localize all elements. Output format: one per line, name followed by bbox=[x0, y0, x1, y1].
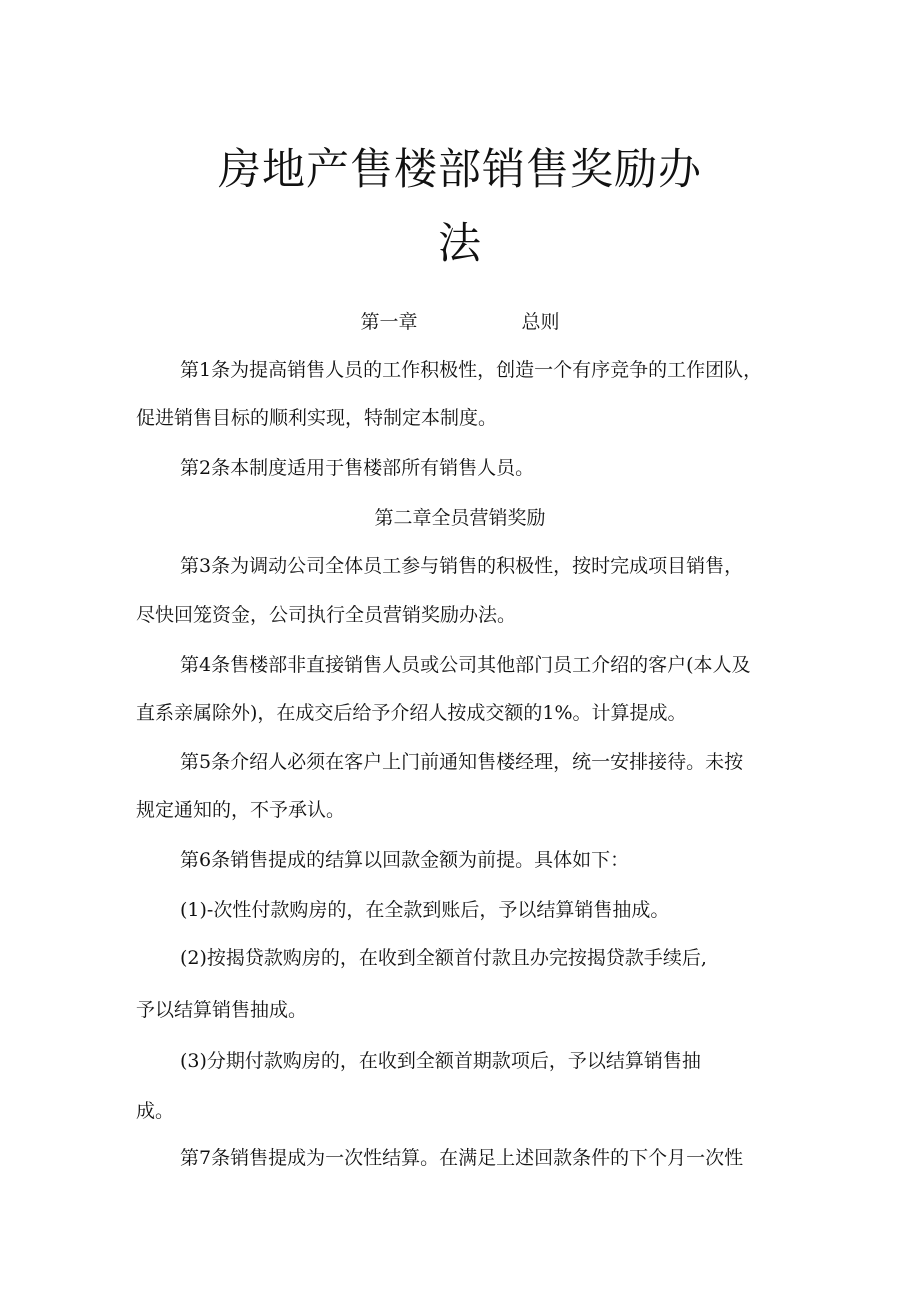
article-1-line-1: 第1条为提高销售人员的工作积极性，创造一个有序竞争的工作团队， bbox=[180, 359, 763, 381]
chapter-1-name: 总则 bbox=[521, 311, 560, 333]
article-5-line-1: 第5条介绍人必须在客户上门前通知售楼经理，统一安排接待。未按 bbox=[180, 751, 744, 773]
document-title-line-2: 法 bbox=[438, 219, 482, 269]
article-6-item-2-line-2: 予以结算销售抽成。 bbox=[136, 999, 308, 1021]
chapter-1-heading bbox=[0, 310, 920, 334]
article-6-item-3-line-1: (3)分期付款购房的，在收到全额首期款项后，予以结算销售抽 bbox=[180, 1050, 701, 1072]
article-6-item-1: (1)-次性付款购房的，在全款到账后，予以结算销售抽成。 bbox=[180, 899, 670, 921]
article-4-line-2: 直系亲属除外)，在成交后给予介绍人按成交额的1%。计算提成。 bbox=[136, 702, 687, 724]
article-5-line-2: 规定通知的，不予承认。 bbox=[136, 799, 346, 821]
document-title-line-1: 房地产售楼部销售奖励办 bbox=[218, 145, 702, 195]
article-6: 第6条销售提成的结算以回款金额为前提。具体如下： bbox=[180, 849, 630, 871]
article-1-line-2: 促进销售目标的顺利实现，特制定本制度。 bbox=[136, 407, 498, 429]
chapter-2-heading: 第二章全员营销奖励 bbox=[374, 507, 546, 529]
article-3-line-2: 尽快回笼资金，公司执行全员营销奖励办法。 bbox=[136, 604, 517, 626]
article-3-line-1: 第3条为调动公司全体员工参与销售的积极性，按时完成项目销售， bbox=[180, 555, 744, 577]
article-4-line-1: 第4条售楼部非直接销售人员或公司其他部门员工介绍的客户(本人及 bbox=[180, 654, 751, 676]
article-6-item-2-line-1: (2)按揭贷款购房的，在收到全额首付款且办完按揭贷款手续后, bbox=[180, 947, 707, 969]
article-6-item-3-line-2: 成。 bbox=[136, 1100, 175, 1122]
article-7-line-1: 第7条销售提成为一次性结算。在满足上述回款条件的下个月一次性 bbox=[180, 1147, 744, 1169]
article-2: 第2条本制度适用于售楼部所有销售人员。 bbox=[180, 457, 535, 479]
chapter-1-label: 第一章 bbox=[360, 311, 418, 333]
